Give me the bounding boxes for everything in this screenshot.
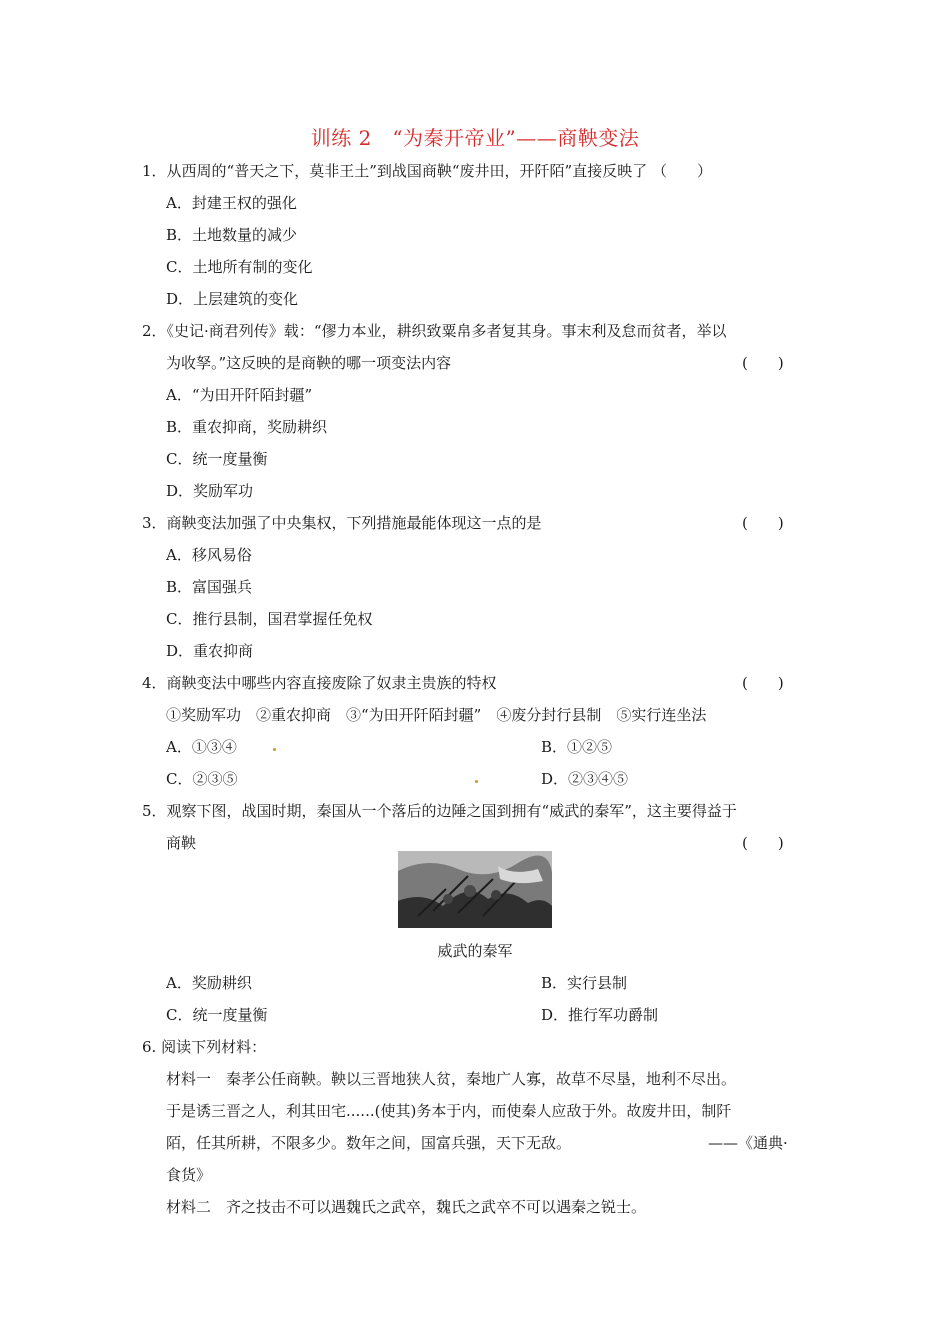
q3-option-d: D．重农抑商 [166,642,254,660]
q3-option-b: B．富国强兵 [166,578,253,596]
q4-option-d: D．②③④⑤ [541,770,629,788]
page-title: 训练 2 “为秦开帝业”——商鞅变法 [310,126,640,150]
q5-option-c: C．统一度量衡 [166,1006,268,1024]
q5-option-d: D．推行军功爵制 [541,1006,659,1024]
q5-option-b: B．实行县制 [541,974,628,992]
q4-stem: 4．商鞅变法中哪些内容直接废除了奴隶主贵族的特权 [142,674,497,692]
q1-stem: 1．从西周的“普天之下，莫非王土”到战国商鞅“废井田，开阡陌”直接反映了 （ ） [142,162,712,180]
q2-option-a: A．“为田开阡陌封疆” [166,386,313,404]
q4-option-a: A．①③④ [166,738,237,756]
q2-answer-blank: ( ) [742,354,784,372]
q2-option-d: D．奖励军功 [166,482,254,500]
q4-items: ①奖励军功 ②重农抑商 ③“为田开阡陌封疆” ④废分封行县制 ⑤实行连坐法 [166,706,707,724]
q3-answer-blank: ( ) [742,514,784,532]
qin-army-picture [398,851,552,928]
q6-material1-line2: 于是诱三晋之人，利其田宅......(使其)务本于内，而使秦人应敌于外。故废井田，制阡 [166,1102,732,1120]
stray-mark [475,780,478,783]
stray-mark [273,748,276,751]
q6-material1-line3: 陌，任其所耕，不限多少。数年之间，国富兵强，天下无敌。 [166,1134,572,1152]
q6-material1-source: ——《通典· [708,1134,788,1152]
q5-answer-blank: ( ) [742,834,784,852]
q2-option-c: C．统一度量衡 [166,450,268,468]
q3-option-a: A．移风易俗 [166,546,252,564]
q6-material1-line1: 材料一 秦孝公任商鞅。鞅以三晋地狭人贫，秦地广人寡，故草不尽垦，地利不尽出。 [166,1070,737,1088]
q5-stem-line2: 商鞅 [166,834,197,852]
q4-answer-blank: ( ) [742,674,784,692]
qin-army-illustration [398,851,552,928]
q5-option-a: A．奖励耕织 [166,974,252,992]
q6-stem: 6. 阅读下列材料： [142,1038,267,1056]
q1-option-d: D．上层建筑的变化 [166,290,299,308]
q2-stem-line1: 2．《史记·商君列传》载：“僇力本业，耕织致粟帛多者复其身。事末利及怠而贫者，举以 [142,322,727,340]
q1-option-c: C．土地所有制的变化 [166,258,313,276]
q4-option-c: C．②③⑤ [166,770,238,788]
q1-option-b: B．土地数量的减少 [166,226,298,244]
q6-material1-line4: 食货》 [166,1166,212,1184]
q4-option-b: B．①②⑤ [541,738,613,756]
q2-option-b: B．重农抑商，奖励耕织 [166,418,328,436]
q2-stem-line2: 为收孥。”这反映的是商鞅的哪一项变法内容 [166,354,452,372]
q5-stem-line1: 5．观察下图，战国时期，秦国从一个落后的边陲之国到拥有“威武的秦军”，这主要得益于 [142,802,737,820]
q3-option-c: C．推行县制，国君掌握任免权 [166,610,373,628]
q3-stem: 3．商鞅变法加强了中央集权，下列措施最能体现这一点的是 [142,514,542,532]
picture-caption: 威武的秦军 [437,942,513,960]
q1-option-a: A．封建王权的强化 [166,194,297,212]
q6-material2-line1: 材料二 齐之技击不可以遇魏氏之武卒，魏氏之武卒不可以遇秦之锐士。 [166,1198,647,1216]
